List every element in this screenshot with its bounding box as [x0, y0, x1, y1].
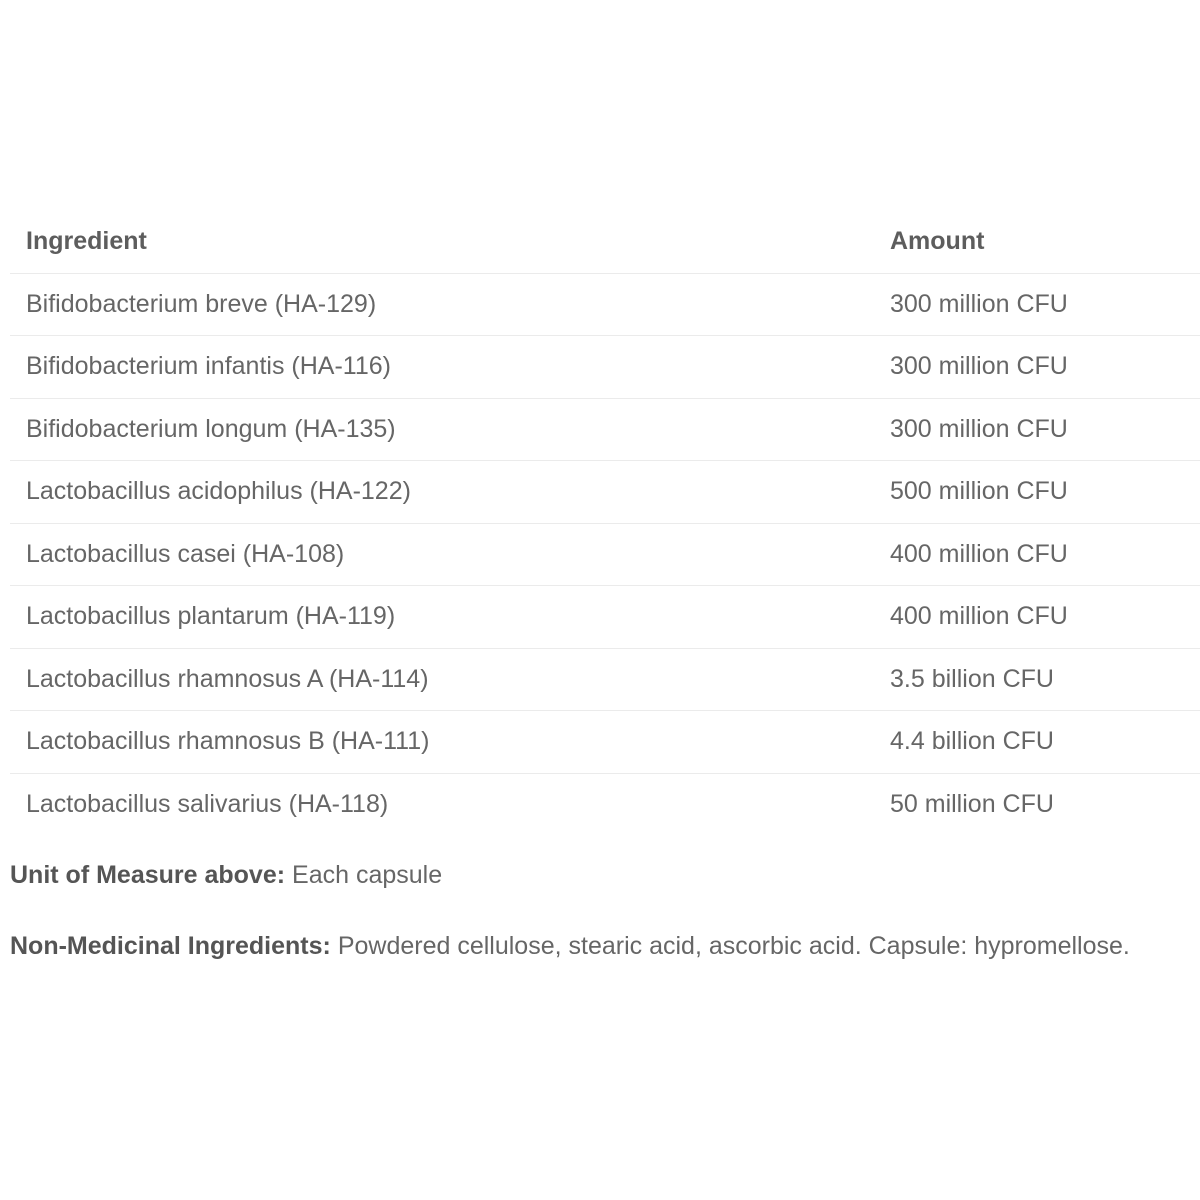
ingredient-name: Lactobacillus acidophilus (HA-122) [26, 477, 411, 506]
ingredient-column-header: Ingredient [26, 227, 147, 256]
ingredient-amount: 300 million CFU [890, 289, 1068, 318]
non-medicinal-label: Non-Medicinal Ingredients: [10, 932, 331, 960]
ingredient-amount: 4.4 billion CFU [890, 727, 1054, 756]
table-row [10, 523, 1200, 586]
ingredient-amount: 400 million CFU [890, 539, 1068, 568]
table-row [10, 398, 1200, 461]
ingredient-name: Bifidobacterium breve (HA-129) [26, 289, 377, 318]
ingredient-name: Bifidobacterium infantis (HA-116) [26, 352, 391, 381]
table-row [10, 773, 1200, 835]
ingredient-name: Bifidobacterium longum (HA-135) [26, 414, 396, 443]
table-row [10, 648, 1200, 711]
ingredient-name: Lactobacillus rhamnosus B (HA-111) [26, 727, 430, 756]
non-medicinal-value: Powdered cellulose, stearic acid, ascorbic acid. Capsule: hypromellose. [337, 932, 1130, 960]
table-row [10, 711, 1200, 774]
table-row [10, 461, 1200, 524]
ingredient-amount: 3.5 billion CFU [890, 664, 1054, 693]
ingredient-amount: 50 million CFU [890, 789, 1054, 818]
unit-of-measure-note [10, 861, 1200, 890]
ingredients-table [10, 211, 1200, 835]
ingredient-amount: 300 million CFU [890, 352, 1068, 381]
table-row [10, 586, 1200, 649]
ingredient-name: Lactobacillus casei (HA-108) [26, 539, 345, 568]
unit-of-measure-value: Each capsule [292, 861, 443, 889]
ingredient-name: Lactobacillus rhamnosus A (HA-114) [26, 664, 429, 693]
ingredient-amount: 500 million CFU [890, 477, 1068, 506]
ingredient-amount: 400 million CFU [890, 602, 1068, 631]
non-medicinal-ingredients-note [10, 932, 1200, 961]
supplement-facts [10, 211, 1200, 961]
ingredient-amount: 300 million CFU [890, 414, 1068, 443]
amount-column-header: Amount [890, 227, 985, 256]
table-header-row [10, 211, 1200, 273]
table-row [10, 273, 1200, 336]
table-row [10, 336, 1200, 399]
ingredient-name: Lactobacillus plantarum (HA-119) [26, 602, 396, 631]
ingredient-name: Lactobacillus salivarius (HA-118) [26, 789, 389, 818]
unit-of-measure-label: Unit of Measure above: [10, 861, 286, 889]
